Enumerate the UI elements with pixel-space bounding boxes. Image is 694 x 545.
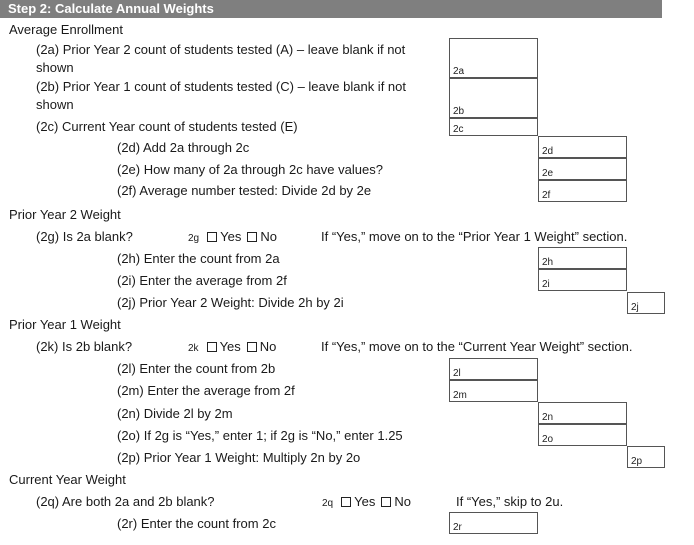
field-2i[interactable] (538, 269, 627, 291)
checkbox-2g-yes[interactable] (207, 232, 217, 242)
label-2k: (2k) Is 2b blank? (36, 339, 133, 354)
label-2a-line2: shown (36, 60, 74, 75)
label-2n: (2n) Divide 2l by 2m (117, 406, 233, 421)
label-2c: (2c) Current Year count of students tested (E) (36, 119, 298, 134)
note-2g: If “Yes,” move on to the “Prior Year 1 Weight” section. (321, 229, 628, 244)
code-2q: 2q (322, 498, 334, 509)
field-2f-code: 2f (542, 190, 551, 201)
field-2l[interactable] (449, 358, 538, 380)
label-2h: (2h) Enter the count from 2a (117, 251, 280, 266)
label-2a-line1: (2a) Prior Year 2 count of students tested (A) – leave blank if not (36, 42, 406, 57)
field-2d-code: 2d (542, 146, 554, 157)
checkbox-2q-no[interactable] (381, 497, 391, 507)
field-2h-code: 2h (542, 257, 554, 268)
label-2b-line2: shown (36, 97, 74, 112)
field-2b-code: 2b (453, 106, 465, 117)
label-2p: (2p) Prior Year 1 Weight: Multiply 2n by 2o (117, 450, 361, 465)
label-2q: (2q) Are both 2a and 2b blank? (36, 494, 215, 509)
checkbox-2k-yes[interactable] (207, 342, 217, 352)
label-2g: (2g) Is 2a blank? (36, 229, 133, 244)
code-2k: 2k (188, 343, 199, 354)
label-2k-no: No (259, 339, 277, 354)
label-2q-no: No (394, 494, 411, 509)
label-2q-yes: Yes (354, 494, 376, 509)
code-2g: 2g (188, 233, 200, 244)
field-2p-code: 2p (631, 456, 643, 467)
field-2c[interactable] (449, 118, 538, 136)
field-2n[interactable] (538, 402, 627, 424)
checkbox-2q-yes[interactable] (341, 497, 351, 507)
label-2g-no: No (260, 229, 277, 244)
choice-2k (188, 339, 276, 357)
label-2k-yes: Yes (219, 339, 241, 354)
field-2r[interactable] (449, 512, 538, 534)
field-2o-code: 2o (542, 434, 554, 445)
section-header: Step 2: Calculate Annual Weights (0, 0, 662, 18)
field-2m-code: 2m (453, 390, 467, 401)
label-2i: (2i) Enter the average from 2f (117, 273, 287, 288)
choice-2q (322, 494, 411, 512)
label-2d: (2d) Add 2a through 2c (117, 140, 250, 155)
checkbox-2g-no[interactable] (247, 232, 257, 242)
field-2j-code: 2j (631, 302, 639, 313)
field-2p[interactable] (627, 446, 665, 468)
label-2o: (2o) If 2g is “Yes,” enter 1; if 2g is “No,” enter 1.25 (117, 428, 403, 443)
note-2q: If “Yes,” skip to 2u. (456, 494, 564, 509)
label-2r: (2r) Enter the count from 2c (117, 516, 276, 531)
label-2g-yes: Yes (220, 229, 242, 244)
field-2h[interactable] (538, 247, 627, 269)
field-2i-code: 2i (542, 279, 550, 290)
label-2f: (2f) Average number tested: Divide 2d by 2e (117, 183, 372, 198)
checkbox-2k-no[interactable] (247, 342, 257, 352)
label-2j: (2j) Prior Year 2 Weight: Divide 2h by 2i (117, 295, 344, 310)
field-2c-code: 2c (453, 124, 464, 135)
field-2n-code: 2n (542, 412, 554, 423)
label-2l: (2l) Enter the count from 2b (117, 361, 276, 376)
section-title-average-enrollment: Average Enrollment (9, 22, 123, 37)
field-2d[interactable] (538, 136, 627, 158)
choice-2g (188, 229, 277, 247)
label-2m: (2m) Enter the average from 2f (117, 383, 295, 398)
field-2o[interactable] (538, 424, 627, 446)
field-2b[interactable] (449, 78, 538, 118)
field-2e[interactable] (538, 158, 627, 180)
field-2j[interactable] (627, 292, 665, 314)
label-2e: (2e) How many of 2a through 2c have values? (117, 162, 383, 177)
field-2r-code: 2r (453, 522, 462, 533)
section-title-current-year-weight: Current Year Weight (9, 472, 126, 487)
label-2b-line1: (2b) Prior Year 1 count of students tested (C) – leave blank if not (36, 79, 406, 94)
field-2l-code: 2l (453, 368, 461, 379)
note-2k: If “Yes,” move on to the “Current Year Weight” section. (321, 339, 633, 354)
field-2f[interactable] (538, 180, 627, 202)
field-2a[interactable] (449, 38, 538, 78)
section-title-prior-year-2-weight: Prior Year 2 Weight (9, 207, 121, 222)
section-title-prior-year-1-weight: Prior Year 1 Weight (9, 317, 121, 332)
field-2a-code: 2a (453, 66, 465, 77)
field-2m[interactable] (449, 380, 538, 402)
field-2e-code: 2e (542, 168, 554, 179)
